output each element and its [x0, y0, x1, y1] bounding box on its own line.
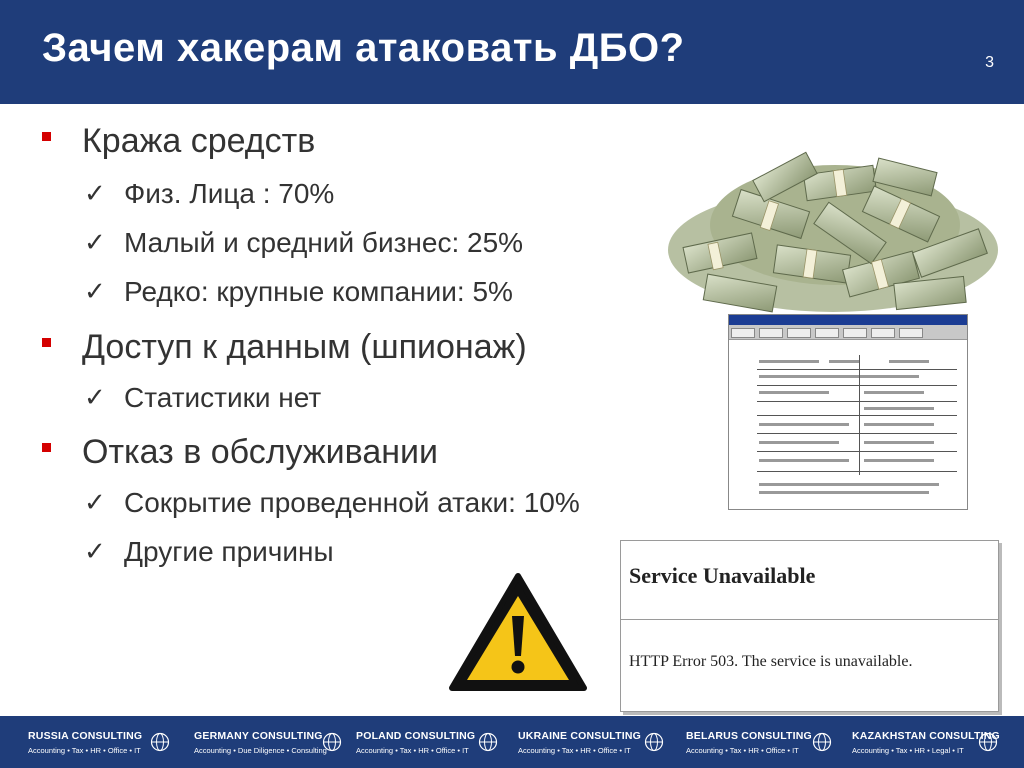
globe-logo-icon — [150, 732, 170, 752]
footer-sub: Accounting • Tax • HR • Office • IT — [518, 746, 631, 755]
globe-logo-icon — [644, 732, 664, 752]
page-title: Зачем хакерам атаковать ДБО? — [42, 26, 685, 70]
check-icon: ✓ — [84, 178, 106, 208]
footer-sub: Accounting • Tax • HR • Office • IT — [356, 746, 469, 755]
globe-logo-icon — [978, 732, 998, 752]
header-bar — [0, 0, 1024, 104]
bullet-item — [82, 433, 438, 472]
footer-sub: Accounting • Tax • HR • Office • IT — [686, 746, 799, 755]
footer-name: RUSSIA CONSULTING — [28, 730, 143, 742]
sub-item — [84, 227, 524, 259]
check-icon: ✓ — [84, 382, 106, 412]
sub-text: Другие причины — [124, 536, 334, 567]
sub-item — [84, 178, 335, 210]
bullet-text: Доступ к данным (шпионаж) — [82, 328, 527, 366]
bullet-item — [82, 122, 315, 161]
sub-item — [84, 382, 322, 414]
check-icon: ✓ — [84, 536, 106, 566]
check-icon: ✓ — [84, 227, 106, 257]
globe-logo-icon — [478, 732, 498, 752]
bullet-text: Отказ в обслуживании — [82, 433, 439, 471]
check-icon: ✓ — [84, 276, 106, 306]
footer-name: UKRAINE CONSULTING — [518, 730, 641, 742]
sub-item — [84, 487, 580, 519]
bullet-square-icon — [42, 338, 51, 347]
money-pile-image — [665, 130, 1000, 320]
bullet-square-icon — [42, 132, 51, 141]
footer-name: POLAND CONSULTING — [356, 730, 476, 742]
payment-form-image — [728, 314, 968, 510]
sub-text: Малый и средний бизнес: 25% — [124, 227, 524, 258]
sub-text: Физ. Лица : 70% — [124, 178, 335, 209]
sub-item — [84, 536, 334, 568]
globe-logo-icon — [812, 732, 832, 752]
bullet-text: Кража средств — [82, 122, 316, 160]
footer-name: KAZAKHSTAN CONSULTING — [852, 730, 1000, 742]
sub-item — [84, 276, 513, 308]
footer-name: BELARUS CONSULTING — [686, 730, 812, 742]
error-window — [620, 540, 999, 712]
footer-bar — [0, 716, 1024, 768]
sub-text: Сокрытие проведенной атаки: 10% — [124, 487, 580, 518]
footer-sub: Accounting • Tax • HR • Legal • IT — [852, 746, 964, 755]
footer-sub: Accounting • Tax • HR • Office • IT — [28, 746, 141, 755]
error-message: HTTP Error 503. The service is unavailable. — [629, 653, 913, 670]
bullet-item — [82, 328, 527, 367]
footer-sub: Accounting • Due Diligence • Consulting — [194, 746, 327, 755]
footer-name: GERMANY CONSULTING — [194, 730, 323, 742]
warning-icon — [448, 572, 588, 694]
sub-text: Статистики нет — [124, 382, 322, 413]
slide-number: 3 — [985, 54, 994, 71]
divider — [621, 619, 998, 620]
globe-logo-icon — [322, 732, 342, 752]
sub-text: Редко: крупные компании: 5% — [124, 276, 513, 307]
error-title: Service Unavailable — [629, 563, 816, 588]
check-icon: ✓ — [84, 487, 106, 517]
bullet-square-icon — [42, 443, 51, 452]
